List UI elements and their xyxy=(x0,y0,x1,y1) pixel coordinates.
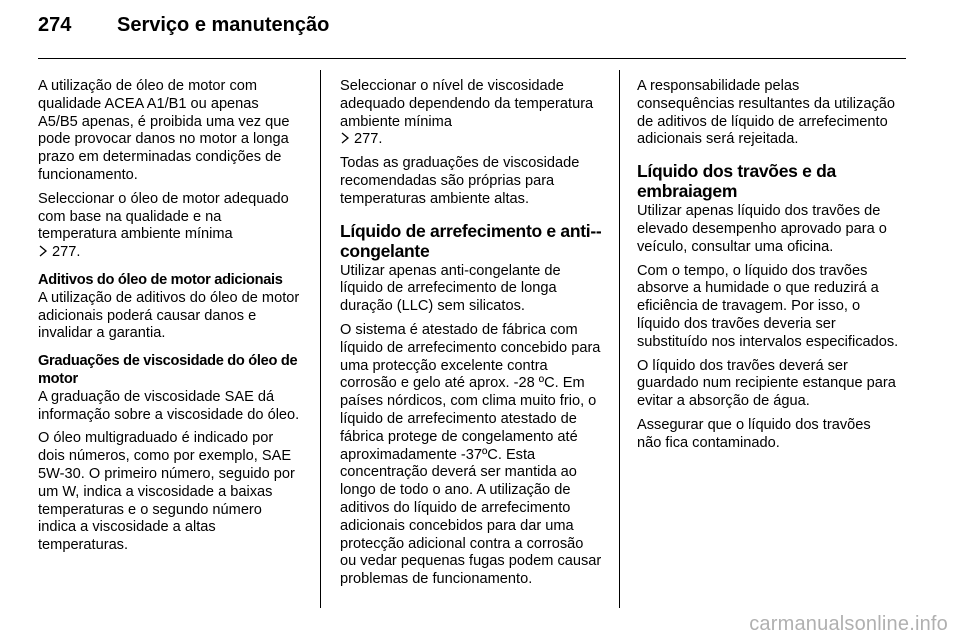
paragraph-with-reference xyxy=(38,191,300,262)
subheading-viscosity: Graduações de viscosidade do óleo de motor xyxy=(38,353,298,387)
paragraph: Assegurar que o líquido dos travões não fica contaminado. xyxy=(637,416,871,451)
page-title: Serviço e manutenção xyxy=(117,14,330,36)
page-reference-number: 277. xyxy=(354,131,383,148)
paragraph: Com o tempo, o líquido dos travões absorve a humidade o que reduzirá a eficiência de travagem. Por isso, o líquido dos travões deveria ser substituído nos intervalos especificados. xyxy=(637,262,899,350)
column-1 xyxy=(38,78,300,561)
paragraph: A utilização de óleo de motor com qualidade ACEA A1/B1 ou apenas A5/B5 apenas, é proibida uma vez que pode provocar danos no motor a longa prazo em determinadas condições de funcionamento. xyxy=(38,78,290,183)
column-divider-1 xyxy=(320,70,321,608)
section-heading-brake-fluid: Líquido dos travões e da embraiagem xyxy=(637,161,836,202)
column-divider-2 xyxy=(619,70,620,608)
paragraph: Utilizar apenas líquido dos travões de elevado desempenho aprovado para o veículo, consultar uma oficina. xyxy=(637,203,887,255)
paragraph-text: Seleccionar o óleo de motor adequado com base na qualidade e na temperatura ambiente mínima xyxy=(38,190,289,243)
subheading-additives: Aditivos do óleo de motor adicionais xyxy=(38,271,283,288)
paragraph: A responsabilidade pelas consequências resultantes da utilização de aditivos de líquido de arrefecimento adicionais será rejeitada. xyxy=(637,78,895,148)
paragraph: Todas as graduações de viscosidade recomendadas são próprias para temperaturas ambiente altas. xyxy=(340,155,580,207)
column-3 xyxy=(637,78,899,459)
column-2 xyxy=(340,78,602,595)
paragraph: O líquido dos travões deverá ser guardado num recipiente estanque para evitar a absorção de água. xyxy=(637,357,896,410)
paragraph-text: Seleccionar o nível de viscosidade adequado dependendo da temperatura ambiente mínima xyxy=(340,78,594,130)
page-reference-arrow-icon xyxy=(38,245,48,257)
paragraph: A graduação de viscosidade SAE dá informação sobre a viscosidade do óleo. xyxy=(38,388,300,423)
page-number: 274 xyxy=(38,14,72,36)
paragraph: A utilização de aditivos do óleo de motor adicionais poderá causar danos e invalidar a garantia. xyxy=(38,289,300,342)
page-reference[interactable] xyxy=(340,131,382,147)
paragraph: O sistema é atestado de fábrica com líquido de arrefecimento concebido para uma protecção excelente contra corrosão e gelo até aprox. -28 ºC. Em países nórdicos, com clima muito frio, o líquido de arrefecimento atestado de fábrica protege de congelamento até aproximadamente -37ºC. Esta concentração deverá ser mantida ao longo de todo o ano. A utilização de aditivos do líquido de arrefecimento adicionais concebidos para dar uma protecção adicional contra a corrosão ou vedar pequenas fugas podem causar problemas de funcionamento. xyxy=(340,321,602,588)
paragraph: O óleo multigraduado é indicado por dois números, como por exemplo, SAE 5W-30. O primeiro número, seguido por um W, indica a viscosidade a baixas temperaturas e o segundo número indica a viscosidade a altas temperaturas. xyxy=(38,430,295,554)
header-rule xyxy=(38,58,906,59)
page-reference[interactable] xyxy=(38,244,80,260)
section-heading-coolant: Líquido de arrefecimento e anti--congelante xyxy=(340,220,602,261)
paragraph: Utilizar apenas anti-congelante de líquido de arrefecimento de longa duração (LLC) sem silicatos. xyxy=(340,262,561,315)
paragraph-with-reference xyxy=(340,78,602,149)
page-reference-number: 277. xyxy=(52,244,81,261)
watermark: carmanualsonline.info xyxy=(749,613,948,635)
page-reference-arrow-icon xyxy=(340,132,350,144)
